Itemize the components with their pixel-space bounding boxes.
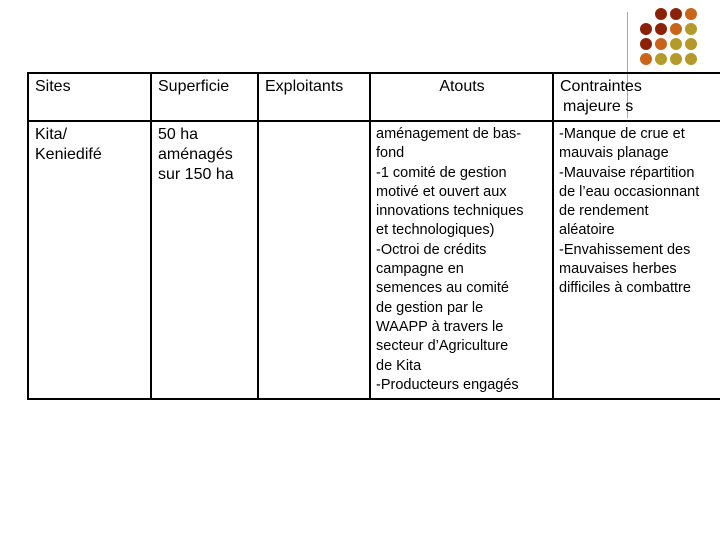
decorative-dot (685, 8, 697, 20)
atouts-line: aménagement de bas- (376, 126, 522, 142)
cell-exploitants (258, 121, 370, 399)
superficie-line: 50 ha (158, 126, 199, 143)
decorative-dot (670, 38, 682, 50)
header-sites: Sites (28, 73, 151, 121)
contraintes-line: de rendement (559, 203, 649, 220)
atouts-line: innovations techniques (376, 203, 524, 220)
cell-site (28, 121, 151, 399)
contraintes-line: mauvais planage (559, 145, 669, 162)
decorative-dot (655, 8, 667, 20)
atouts-line: secteur d’Agriculture (376, 338, 509, 355)
decorative-dot (655, 23, 667, 35)
decorative-dot (670, 8, 682, 20)
decorative-dot (640, 23, 652, 35)
atouts-line: -Octroi de crédits (376, 241, 487, 258)
header-contraintes (553, 73, 720, 121)
decorative-dot (685, 23, 697, 35)
contraintes-line: -Mauvaise répartition (559, 164, 695, 181)
header-contraintes-line: majeure s (563, 98, 634, 115)
atouts-line: fond (376, 145, 405, 162)
atouts-line: campagne en (376, 261, 464, 278)
contraintes-line: -Envahissement des (559, 241, 691, 258)
cell-atouts (370, 121, 553, 399)
site-line: Keniedifé (35, 146, 102, 163)
decorative-dot (655, 53, 667, 65)
cell-contraintes (553, 121, 720, 399)
sites-table (27, 72, 720, 400)
decorative-dot (685, 53, 697, 65)
atouts-line: de Kita (376, 357, 422, 374)
decorative-dot (670, 23, 682, 35)
decorative-dot (640, 38, 652, 50)
superficie-line: aménagés (158, 146, 233, 163)
header-superficie: Superficie (151, 73, 258, 121)
atouts-line: de gestion par le (376, 299, 484, 316)
table-row (28, 121, 720, 399)
contraintes-line: -Manque de crue et (559, 126, 685, 142)
atouts-line: motivé et ouvert aux (376, 183, 507, 200)
superficie-line: sur 150 ha (158, 166, 234, 183)
header-exploitants: Exploitants (258, 73, 370, 121)
decorative-dot (670, 53, 682, 65)
cell-superficie (151, 121, 258, 399)
site-line: Kita/ (35, 126, 68, 143)
atouts-line: WAAPP à travers le (376, 318, 504, 335)
decorative-dot (640, 53, 652, 65)
atouts-line: -1 comité de gestion (376, 164, 507, 181)
atouts-line: -Producteurs engagés (376, 376, 519, 393)
atouts-line: semences au comité (376, 280, 509, 297)
table-header-row (28, 73, 720, 121)
header-atouts: Atouts (370, 73, 553, 121)
contraintes-line: de l’eau occasionnant (559, 183, 700, 200)
decorative-dot-grid (634, 8, 720, 78)
header-contraintes-line: Contraintes (560, 78, 642, 95)
contraintes-line: mauvaises herbes (559, 261, 677, 278)
atouts-line: et technologiques) (376, 222, 495, 239)
contraintes-line: difficiles à combattre (559, 280, 691, 297)
contraintes-line: aléatoire (559, 222, 615, 239)
decorative-dot (655, 38, 667, 50)
decorative-dot (685, 38, 697, 50)
